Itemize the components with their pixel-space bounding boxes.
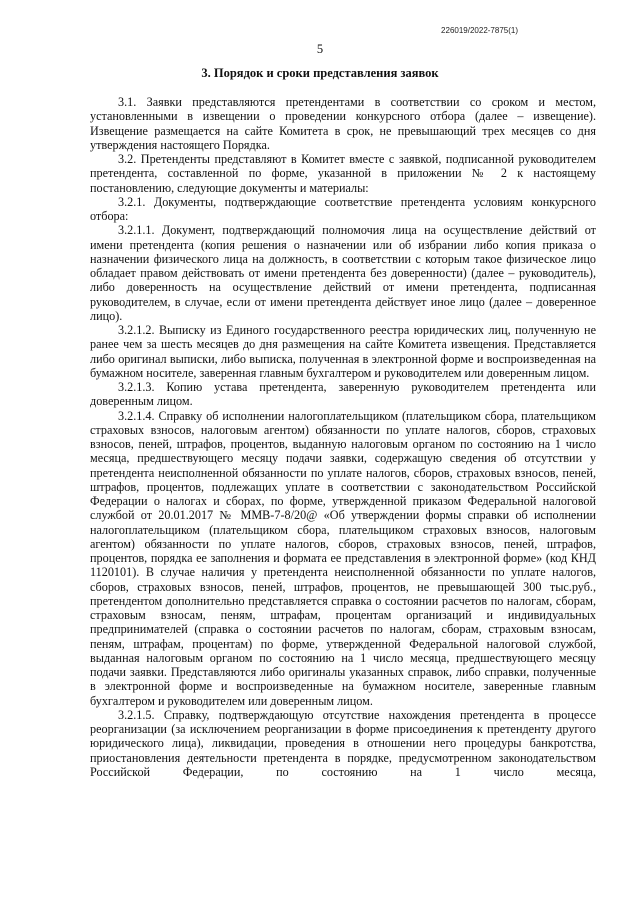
paragraph-3-2-1-2: 3.2.1.2. Выписку из Единого государственного реестра юридических лиц, полученную не ранее чем за шесть месяцев до дня размещения на сайте Комитета извещения. Представляется либо оригинал выписки, либо выписка, полученная в электронной форме и воспроизведенная на бумажном носителе, заверенная главным бухгалтером и руководителем или доверенным лицом. bbox=[90, 323, 596, 380]
paragraph-3-2-1: 3.2.1. Документы, подтверждающие соответствие претендента условиям конкурсного отбора: bbox=[90, 194, 596, 223]
paragraph-3-2-1-4: 3.2.1.4. Справку об исполнении налогоплательщиком (плательщиком сбора, плательщиком страховых взносов, налоговым агентом) обязанности по уплате налогов, сборов, страховых взносов, пеней, штрафов, процентов, выданную налоговым органом по состоянию на 1 число месяца, предшествующего месяцу подачи заявки, содержащую сведения об отсутствии у претендента неисполненной обязанности по уплате налогов, сборов, страховых взносов, пеней, штрафов, процентов, подлежащих уплате в соответствии с законодательством Российской Федерации о налогах и сборах, по форме, утвержденной приказом Федеральной налоговой службой от 20.01.2017 № ММВ-7-8/20@ «Об утверждении формы справки об исполнении налогоплательщиком (плательщиком сбора, плательщиком страховых взносов, налоговым агентом) обязанности по уплате налогов, сборов, страховых взносов, пеней, штрафов, процентов, порядка ее заполнения и формата ее представления в электронной форме» (код КНД 1120101). В случае наличия у претендента неисполненной обязанности по уплате налогов, сборов, страховых взносов, пеней, штрафов, процентов, не превышающей 300 тыс.руб., претендентом дополнительно представляется справка о состоянии расчетов по налогам, сборам, страховым взносам, пеням, штрафам, процентам организаций и индивидуальных предпринимателей (справка о состоянии расчетов по налогам, сборам, страховым взносам, пеням, штрафам, процентам) по форме, утвержденной Федеральной налоговой службой, выданная налоговым органом по состоянию на 1 число месяца, предшествующего месяцу подачи заявки. Представляются либо оригиналы указанных справок, либо справки, полученные в электронной форме и воспроизведенные на бумажном носителе, заверенные главным бухгалтером и руководителем или доверенным лицом. bbox=[90, 408, 596, 708]
paragraph-3-1: 3.1. Заявки представляются претендентами в соответствии со сроком и местом, установленными в извещении о проведении конкурсного отбора (далее – извещение). Извещение размещается на сайте Комитета в срок, не превышающий трех месяцев со дня утверждения настоящего Порядка. bbox=[90, 95, 596, 152]
paragraph-3-2-1-3: 3.2.1.3. Копию устава претендента, заверенную руководителем претендента или доверенным лицом. bbox=[90, 380, 596, 409]
document-number: 226019/2022-7875(1) bbox=[441, 26, 518, 35]
document-body bbox=[90, 95, 596, 779]
paragraph-3-2-1-5: 3.2.1.5. Справку, подтверждающую отсутствие нахождения претендента в процессе реорганизации (за исключением реорганизации в форме присоединения к претенденту другого юридического лица), ликвидации, проведения в отношении него процедуры банкротства, приостановления деятельности претендента в порядке, предусмотренном законодательством Российской Федерации, по состоянию на 1 число месяца, bbox=[90, 707, 596, 779]
paragraph-3-2-1-1: 3.2.1.1. Документ, подтверждающий полномочия лица на осуществление действий от имени претендента (копия решения о назначении или об избрании либо копия приказа о назначении физического лица на должность, в соответствии с которым такое физическое лицо обладает правом действовать от имени претендента без доверенности) (далее – руководитель), либо доверенность на осуществление действий от имени претендента, подписанная руководителем, в случае, если от имени претендента действует иное лицо (далее – доверенное лицо). bbox=[90, 223, 596, 323]
page-number: 5 bbox=[316, 42, 324, 56]
section-heading: 3. Порядок и сроки представления заявок bbox=[201, 66, 439, 80]
paragraph-3-2: 3.2. Претенденты представляют в Комитет вместе с заявкой, подписанной руководителем претендента, составленной по форме, указанной в приложении № 2 к настоящему постановлению, следующие документы и материалы: bbox=[90, 152, 596, 195]
